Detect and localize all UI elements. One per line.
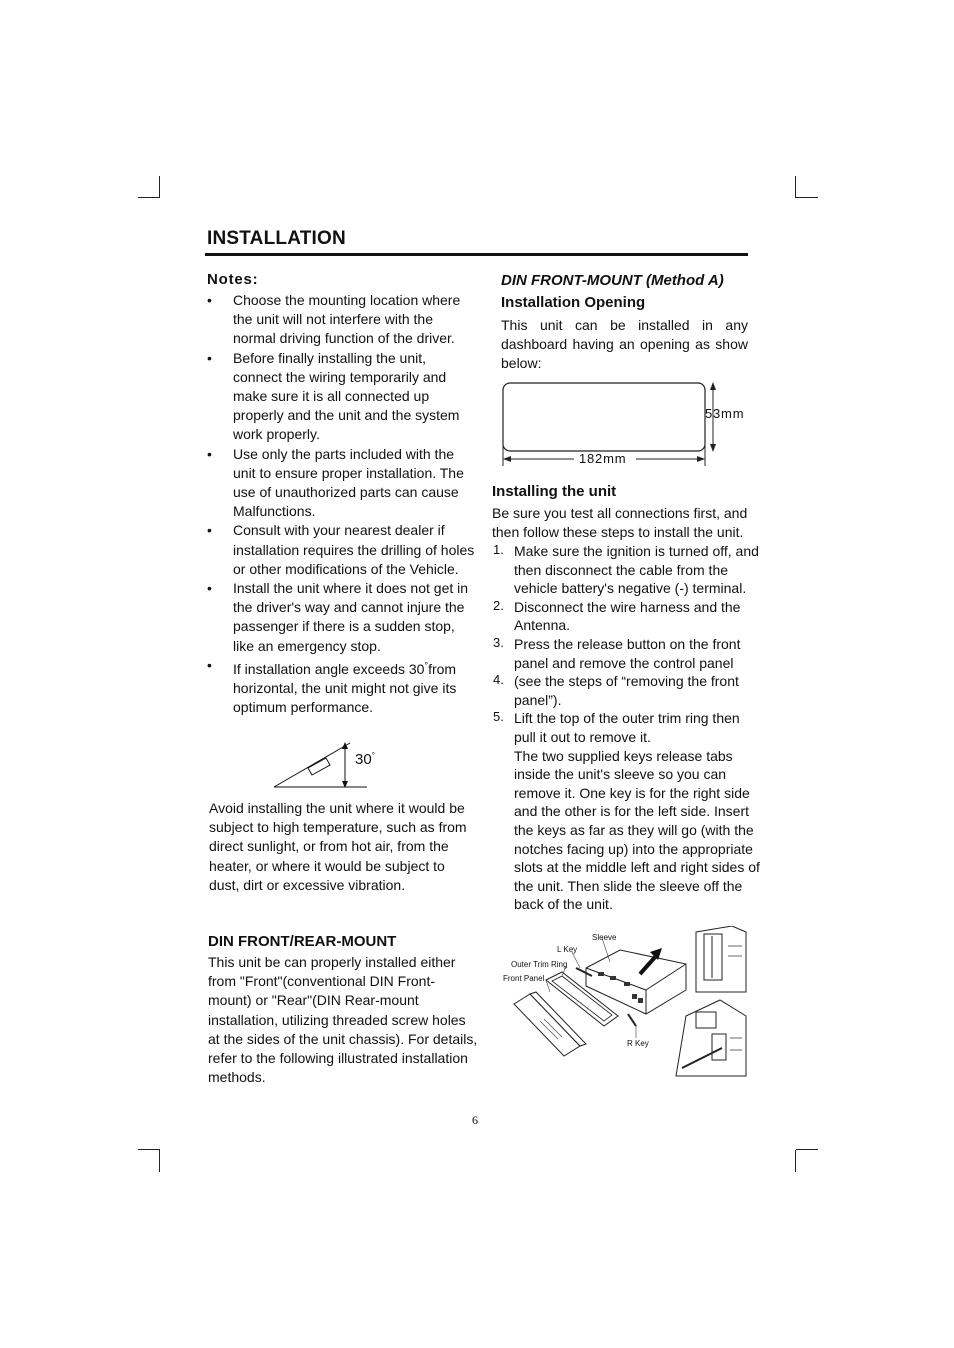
list-item xyxy=(492,709,760,746)
step-number: 1. xyxy=(493,542,504,557)
arrow-right-icon xyxy=(697,456,705,462)
notes-heading: Notes: xyxy=(207,271,259,288)
crop-mark xyxy=(795,1150,796,1172)
step-number: 4. xyxy=(493,672,504,688)
note-text: Install the unit where it does not get in the driver's way and cannot injure the passenger if there is a sudden stop, like an emergency stop. xyxy=(233,580,469,654)
installing-steps xyxy=(492,542,760,914)
opening-body: This unit can be installed in any dashboard having an opening as show below: xyxy=(501,317,748,372)
bullet-icon: • xyxy=(207,522,212,539)
l-key-leader xyxy=(572,952,580,968)
opening-heading: Installation Opening xyxy=(501,294,646,311)
r-key-label: R Key xyxy=(627,1039,649,1048)
angle-label-value: 30 xyxy=(355,751,372,768)
detail-inset-top xyxy=(696,926,746,992)
title-rule xyxy=(205,253,748,256)
note-text: Consult with your nearest dealer if installation requires the drilling of holes or other modifications of the Vehicle. xyxy=(233,522,475,577)
crop-mark xyxy=(796,197,818,198)
page-number: 6 xyxy=(472,1113,478,1127)
step-text: Disconnect the wire harness and the Antenna. xyxy=(514,598,741,634)
angle-text-before: If installation angle exceeds 30 xyxy=(233,660,425,677)
arrow-up-icon xyxy=(342,742,348,749)
list-item xyxy=(207,291,477,349)
step-text: Press the release button on the front panel and remove the control panel xyxy=(514,635,741,671)
keys-text: The two supplied keys release tabs inside the unit's sleeve so you can remove it. One key is for the right side and the other is for the left side. Insert the keys as far as they will go (with the notches facing up) into the appropriate slots at the middle left and right sides of the unit. Then slide the sleeve off the back of the unit. xyxy=(514,747,760,913)
avoid-paragraph: Avoid installing the unit where it would be subject to high temperature, such as from direct sunlight, or from hot air, from the heater, or where it would be subject to dust, dirt or excessive vibration. xyxy=(209,800,467,893)
opening-outline xyxy=(503,383,705,451)
list-item xyxy=(207,349,477,445)
bullet-icon: • xyxy=(207,292,212,308)
crop-mark xyxy=(138,197,160,198)
list-item xyxy=(207,445,477,522)
step-text: Make sure the ignition is turned off, and then disconnect the cable from the vehicle battery's negative (-) terminal. xyxy=(514,543,759,597)
step-number: 5. xyxy=(493,709,504,725)
crop-mark xyxy=(159,176,160,198)
installing-heading: Installing the unit xyxy=(492,483,617,500)
degree-sign: ° xyxy=(424,659,429,670)
unit-chassis-drawing xyxy=(586,950,686,1014)
note-text: Choose the mounting location where the unit will not interfere with the normal driving function of the driver. xyxy=(233,292,461,347)
rear-mount-body: This unit be can properly installed either from "Front"(conventional DIN Front-mount) or "Rear"(DIN Rear-mount installation, utilizing threaded screw holes at the sides of the unit chassis). For details, refer to the following illustrated installation methods. xyxy=(208,954,478,1086)
list-item xyxy=(207,656,477,717)
list-item xyxy=(492,598,760,635)
angle-label-degree: ° xyxy=(371,751,375,760)
note-text: Before finally installing the unit, connect the wiring temporarily and make sure it is all connected up properly and the unit and the system work properly. xyxy=(233,349,460,443)
list-item xyxy=(492,672,760,709)
angle-label xyxy=(355,751,375,768)
angle-text-after: from horizontal, the unit might not give its optimum performance. xyxy=(233,660,457,715)
list-item xyxy=(492,542,760,598)
list-item xyxy=(492,635,760,672)
arrow-left-icon xyxy=(503,456,511,462)
note-text: Use only the parts included with the unit to ensure proper installation. The use of unauthorized parts can cause Malfunctions. xyxy=(233,445,464,520)
rear-mount-heading: DIN FRONT/REAR-MOUNT xyxy=(208,933,397,950)
method-a-heading: DIN FRONT-MOUNT (Method A) xyxy=(501,272,724,289)
crop-mark xyxy=(796,1149,818,1150)
step-number: 3. xyxy=(493,634,504,650)
installing-intro: Be sure you test all connections first, and then follow these steps to install the unit. xyxy=(492,505,748,541)
detail-inset-bottom xyxy=(676,1000,746,1076)
arrow-up-icon xyxy=(710,382,716,390)
page-title: INSTALLATION xyxy=(207,228,346,249)
list-item xyxy=(207,579,477,656)
r-key-drawing xyxy=(628,1014,636,1026)
height-label: 53mm xyxy=(705,406,745,421)
step-text: (see the steps of “removing the front panel”). xyxy=(514,673,739,708)
sleeve-label: Sleeve xyxy=(592,933,617,942)
bullet-icon: • xyxy=(207,349,212,366)
step-text: Lift the top of the outer trim ring then pull it out to remove it. xyxy=(514,710,740,745)
step-number: 2. xyxy=(493,597,504,613)
front-panel-drawing xyxy=(514,992,586,1056)
installation-diagram xyxy=(500,926,750,1078)
note-text xyxy=(233,661,456,715)
notes-list xyxy=(207,291,477,717)
front-panel-label: Front Panel xyxy=(503,974,545,983)
arrow-down-icon xyxy=(710,444,716,452)
bullet-icon: • xyxy=(207,445,212,462)
bullet-icon: • xyxy=(207,580,212,597)
bullet-icon: • xyxy=(207,656,212,673)
crop-mark xyxy=(795,176,796,198)
crop-mark xyxy=(138,1149,160,1150)
crop-mark xyxy=(159,1150,160,1172)
angle-slope-line xyxy=(274,743,350,787)
list-item xyxy=(207,521,477,579)
outer-trim-ring-label: Outer Trim Ring xyxy=(511,960,568,969)
l-key-label: L Key xyxy=(557,945,578,954)
keys-paragraph xyxy=(492,747,760,914)
width-label: 182mm xyxy=(579,451,627,466)
